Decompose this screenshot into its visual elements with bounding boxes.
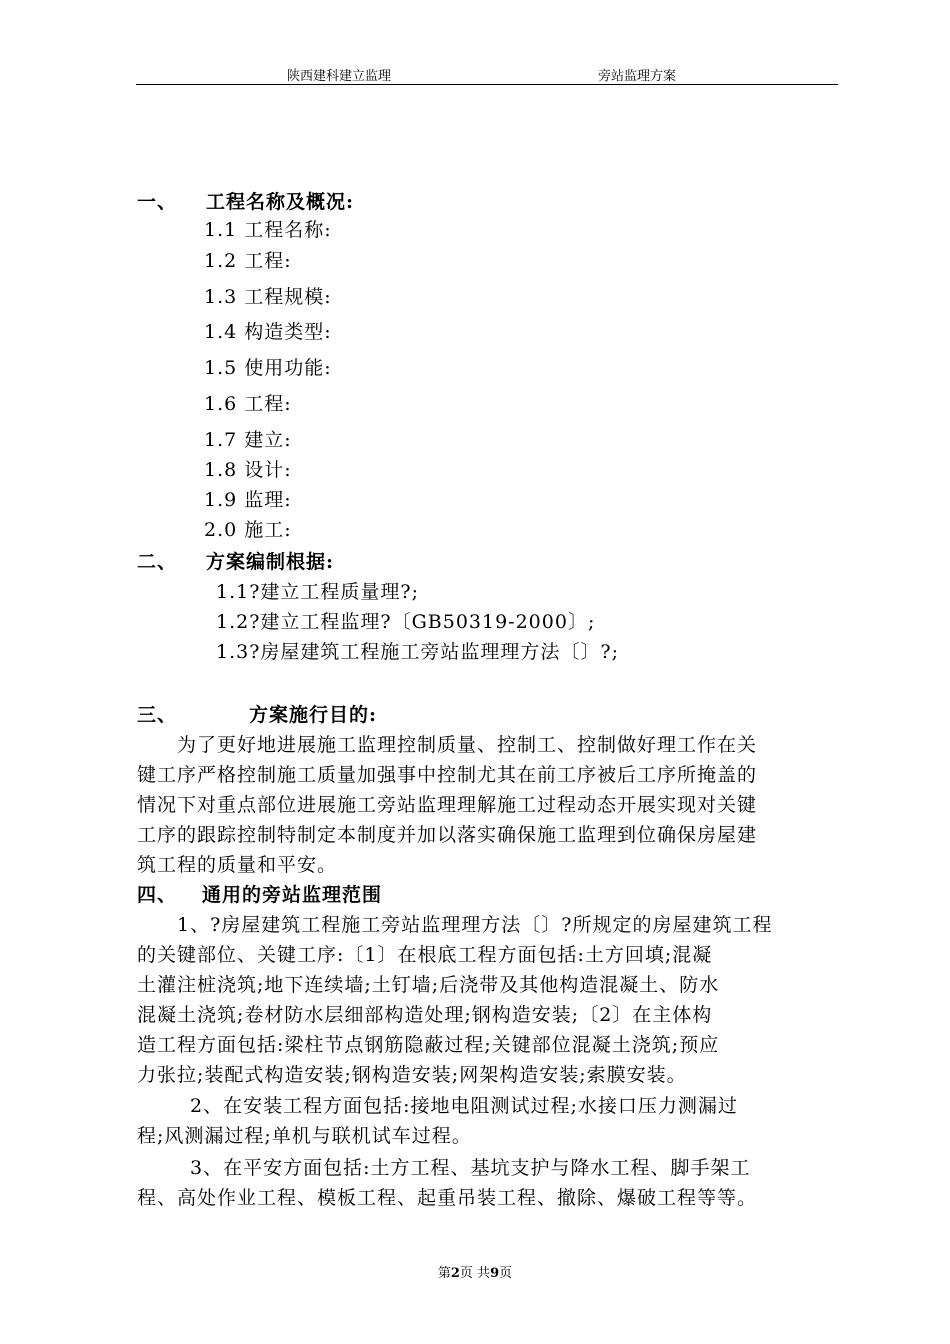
section-2-item: 1.1?建立工程质量理?; <box>216 581 419 603</box>
section-1-item: 1.9 监理: <box>204 489 292 511</box>
section-4-paragraph-line: 的关键部位、关键工序:〔1〕在根底工程方面包括:土方回填;混凝 <box>137 944 713 966</box>
footer-page-number: 2 <box>450 1266 460 1281</box>
section-1-item: 1.7 建立: <box>204 429 292 451</box>
page-footer <box>0 1262 950 1281</box>
section-3-paragraph-line: 键工序严格控制施工质量加强事中控制尤其在前工序被后工序所掩盖的 <box>137 764 758 786</box>
section-4-paragraph-line: 造工程方面包括:梁柱节点钢筋隐蔽过程;关键部位混凝土浇筑;预应 <box>137 1034 720 1056</box>
section-3-paragraph-line: 情况下对重点部位进展施工旁站监理理解施工过程动态开展实现对关键 <box>137 794 758 816</box>
section-4-paragraph-line: 土灌注桩浇筑;地下连续墙;土钉墙;后浇带及其他构造混凝土、防水 <box>137 974 720 996</box>
section-2-item: 1.3?房屋建筑工程施工旁站监理理方法〔〕?; <box>216 641 619 663</box>
section-4-paragraph-line: 混凝土浇筑;卷材防水层细部构造处理;钢构造安装;〔2〕在主体构 <box>137 1004 713 1026</box>
section-3-paragraph-line: 为了更好地进展施工监理控制质量、控制工、控制做好理工作在关 <box>177 734 758 756</box>
section-1-title: 工程名称及概况: <box>206 191 355 213</box>
section-4-paragraph-line: 程、高处作业工程、模板工程、起重吊装工程、撤除、爆破工程等等。 <box>137 1187 758 1209</box>
section-4-number: 四、 <box>137 884 178 906</box>
section-3-title: 方案施行目的: <box>249 704 378 726</box>
section-1-item: 1.2 工程: <box>204 250 292 272</box>
section-1-item: 2.0 施工: <box>204 519 292 541</box>
section-2-item: 1.2?建立工程监理?〔GB50319-2000〕; <box>216 611 596 633</box>
section-4-title: 通用的旁站监理范围 <box>202 884 383 906</box>
section-3-paragraph-line: 筑工程的质量和平安。 <box>137 854 338 876</box>
section-4-paragraph-line: 2、在安装工程方面包括:接地电阻测试过程;水接口压力测漏过 <box>190 1095 738 1117</box>
section-3-number: 三、 <box>137 704 178 726</box>
header-company: 陕西建科建立监理 <box>287 69 392 84</box>
section-1-item: 1.3 工程规模: <box>204 286 332 308</box>
footer-prefix: 第 <box>437 1266 451 1281</box>
section-4-paragraph-line: 程;风测漏过程;单机与联机试车过程。 <box>137 1125 472 1147</box>
header-doc-title: 旁站监理方案 <box>598 69 677 84</box>
section-4-paragraph-line: 1、?房屋建筑工程施工旁站监理理方法〔〕?所规定的房屋建筑工程 <box>177 914 773 936</box>
section-2-number: 二、 <box>137 551 178 573</box>
page-header <box>136 62 838 85</box>
footer-suffix: 页 <box>499 1266 513 1281</box>
section-1-item: 1.8 设计: <box>204 459 292 481</box>
section-4-paragraph-line: 3、在平安方面包括:土方工程、基坑支护与降水工程、脚手架工 <box>190 1157 751 1179</box>
section-1-item: 1.1 工程名称: <box>204 219 332 241</box>
section-2-title: 方案编制根据: <box>206 551 335 573</box>
footer-mid: 页 共 <box>459 1266 491 1281</box>
footer-total-pages: 9 <box>490 1266 500 1281</box>
section-4-paragraph-line: 力张拉;装配式构造安装;钢构造安装;网架构造安装;索膜安装。 <box>137 1064 687 1086</box>
section-1-item: 1.5 使用功能: <box>204 357 332 379</box>
section-3-paragraph-line: 工序的跟踪控制特制定本制度并加以落实确保施工监理到位确保房屋建 <box>137 824 758 846</box>
section-1-number: 一、 <box>137 191 178 213</box>
section-1-item: 1.4 构造类型: <box>204 321 332 343</box>
section-1-item: 1.6 工程: <box>204 393 292 415</box>
